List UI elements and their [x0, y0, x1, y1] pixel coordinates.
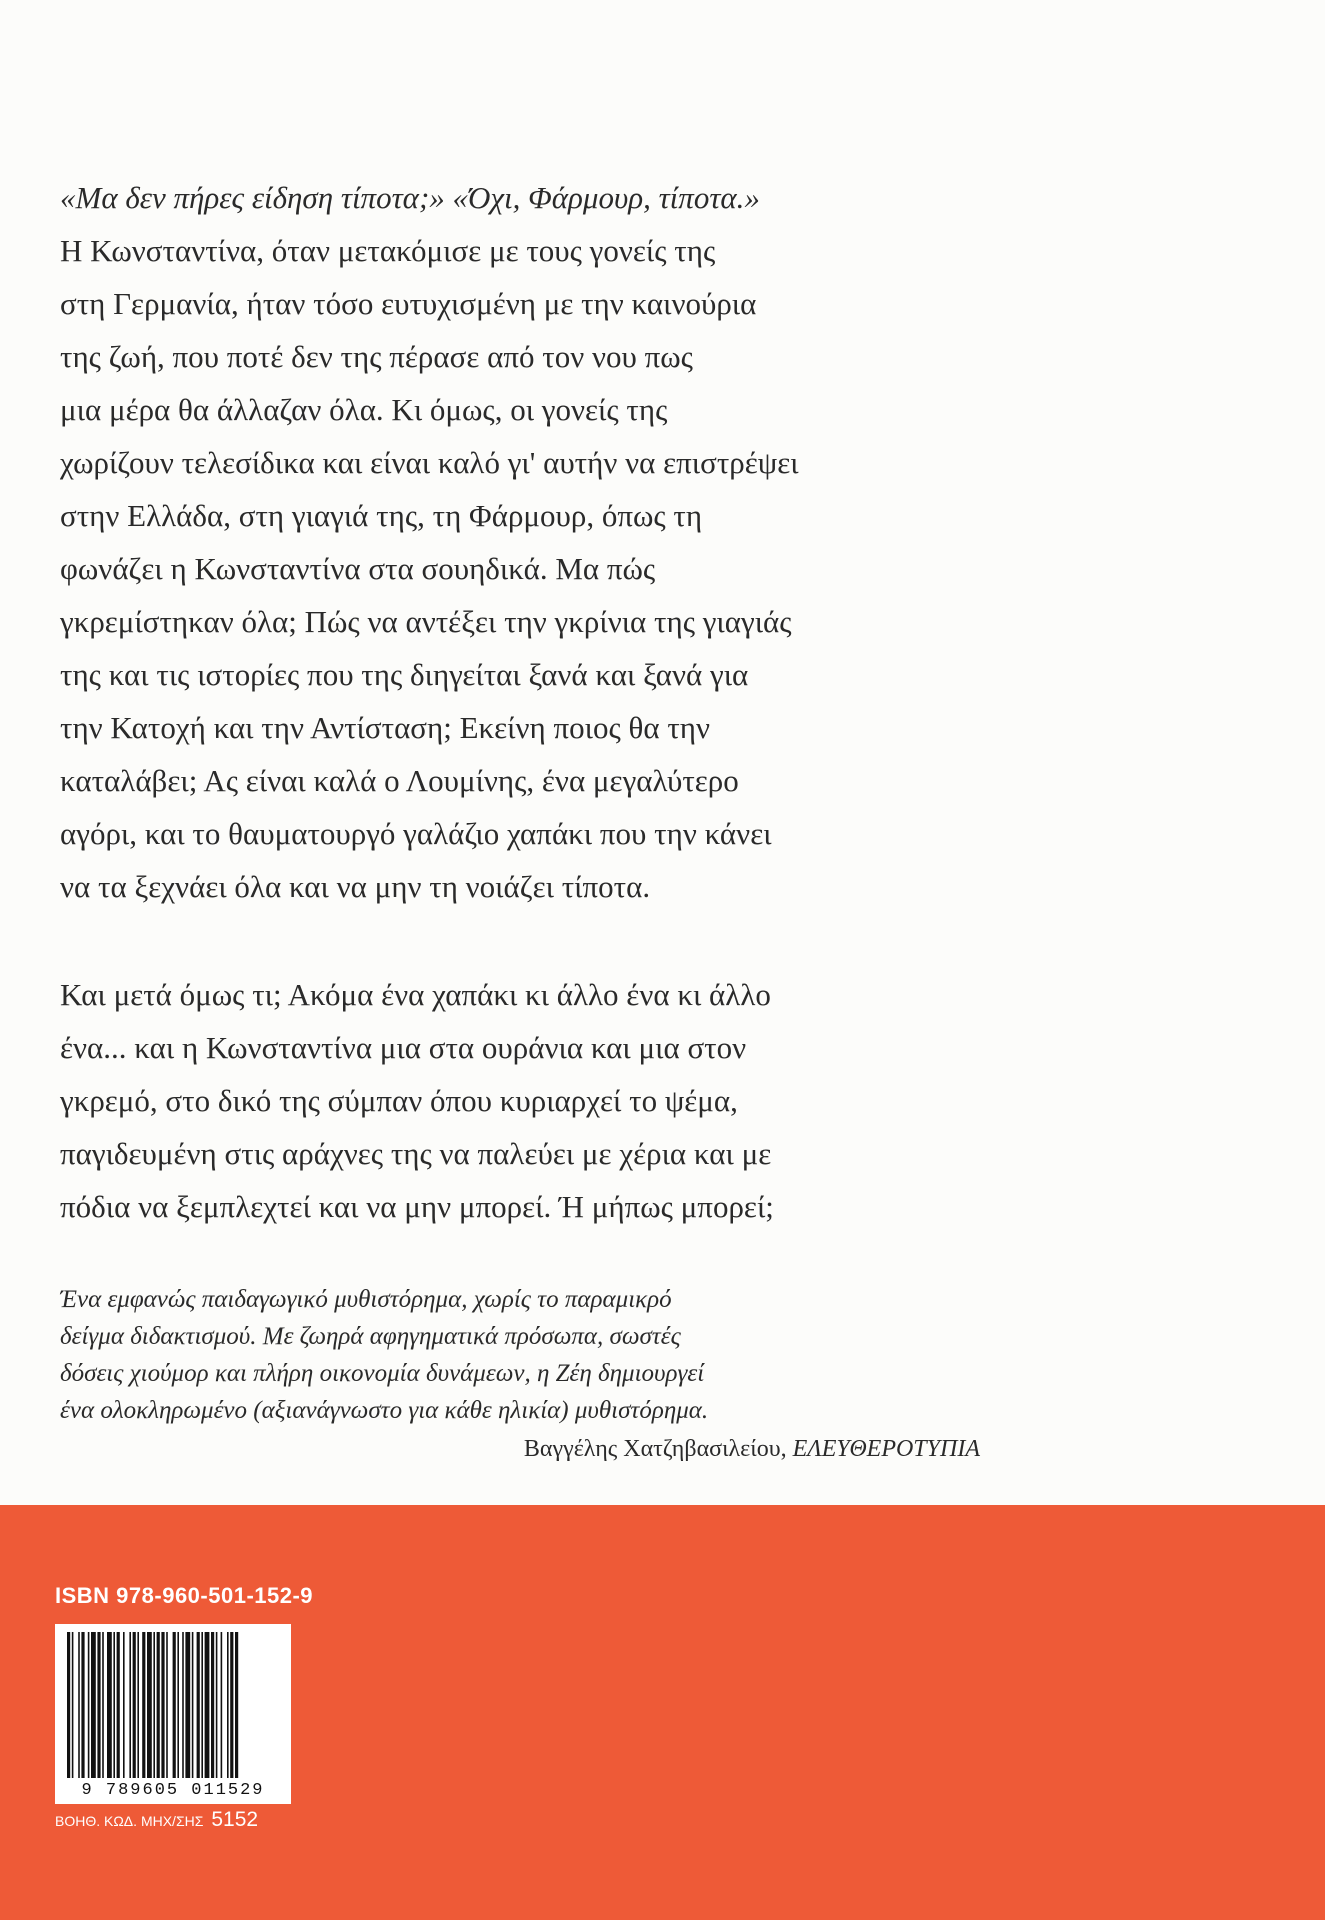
review-author: Βαγγέλης Χατζηβασιλείου,: [523, 1436, 787, 1462]
synopsis-line: καταλάβει; Ας είναι καλά ο Λουμίνης, ένα μεγαλύτερο: [60, 763, 739, 798]
synopsis-paragraph-1: [60, 171, 1020, 913]
synopsis-line: της και τις ιστορίες που της διηγείται ξανά και ξανά για: [60, 657, 749, 692]
synopsis-line: πόδια να ξεμπλεχτεί και να μην μπορεί. Ή μήπως μπορεί;: [60, 1189, 774, 1224]
synopsis-line: χωρίζουν τελεσίδικα και είναι καλό γι' αυτήν να επιστρέψει: [60, 445, 799, 480]
synopsis-line: γκρεμίστηκαν όλα; Πώς να αντέξει την γκρίνια της γιαγιάς: [60, 604, 792, 639]
synopsis-line: παγιδευμένη στις αράχνες της να παλεύει με χέρια και με: [60, 1136, 772, 1171]
review-line: Ένα εμφανώς παιδαγωγικό μυθιστόρημα, χωρίς το παραμικρό: [60, 1286, 672, 1313]
synopsis-line: την Κατοχή και την Αντίσταση; Εκείνη ποιος θα την: [60, 710, 711, 745]
review-line: ένα ολοκληρωμένο (αξιανάγνωστο για κάθε ηλικία) μυθιστόρημα.: [60, 1397, 709, 1424]
barcode-digits: 9 789605 011529: [81, 1781, 265, 1800]
synopsis-line: μια μέρα θα άλλαζαν όλα. Κι όμως, οι γονείς της: [60, 392, 668, 427]
synopsis-line: αγόρι, και το θαυματουργό γαλάζιο χαπάκι που την κάνει: [60, 816, 772, 851]
synopsis-line: της ζωή, που ποτέ δεν της πέρασε από τον νου πως: [60, 339, 693, 374]
internal-code-label: ΒΟΗΘ. ΚΩΔ. ΜΗΧ/ΣΗΣ: [55, 1813, 204, 1829]
review-source: ΕΛΕΥΘΕΡΟΤΥΠΙΑ: [792, 1436, 980, 1462]
synopsis-line: γκρεμό, στο δικό της σύμπαν όπου κυριαρχεί το ψέμα,: [60, 1083, 738, 1118]
review-quote: [60, 1281, 980, 1469]
synopsis-line: Και μετά όμως τι; Ακόμα ένα χαπάκι κι άλλο ένα κι άλλο: [60, 977, 771, 1012]
synopsis-line: στη Γερμανία, ήταν τόσο ευτυχισμένη με την καινούρια: [60, 286, 757, 321]
synopsis-line: να τα ξεχνάει όλα και να μην τη νοιάζει τίποτα.: [60, 869, 651, 904]
barcode-bars: [63, 1632, 283, 1778]
isbn-label: ISBN 978-960-501-152-9: [55, 1583, 314, 1608]
review-line: δείγμα διδακτισμού. Με ζωηρά αφηγηματικά πρόσωπα, σωστές: [60, 1323, 681, 1350]
synopsis-line: Η Κωνσταντίνα, όταν μετακόμισε με τους γονείς της: [60, 233, 716, 268]
internal-code: [55, 1808, 258, 1832]
internal-code-number: 5152: [211, 1808, 259, 1831]
synopsis-line: στην Ελλάδα, στη γιαγιά της, τη Φάρμουρ, όπως τη: [60, 498, 703, 533]
review-attribution: [60, 1429, 980, 1469]
opening-quote-line: «Μα δεν πήρες είδηση τίποτα;» «Όχι, Φάρμουρ, τίποτα.»: [60, 180, 760, 215]
barcode: [55, 1624, 291, 1804]
synopsis-paragraph-2: [60, 968, 1020, 1233]
synopsis-line: φωνάζει η Κωνσταντίνα στα σουηδικά. Μα πώς: [60, 551, 656, 586]
synopsis-line: ένα... και η Κωνσταντίνα μια στα ουράνια και μια στον: [60, 1030, 747, 1065]
review-line: δόσεις χιούμορ και πλήρη οικονομία δυνάμεων, η Ζέη δημιουργεί: [60, 1360, 705, 1387]
